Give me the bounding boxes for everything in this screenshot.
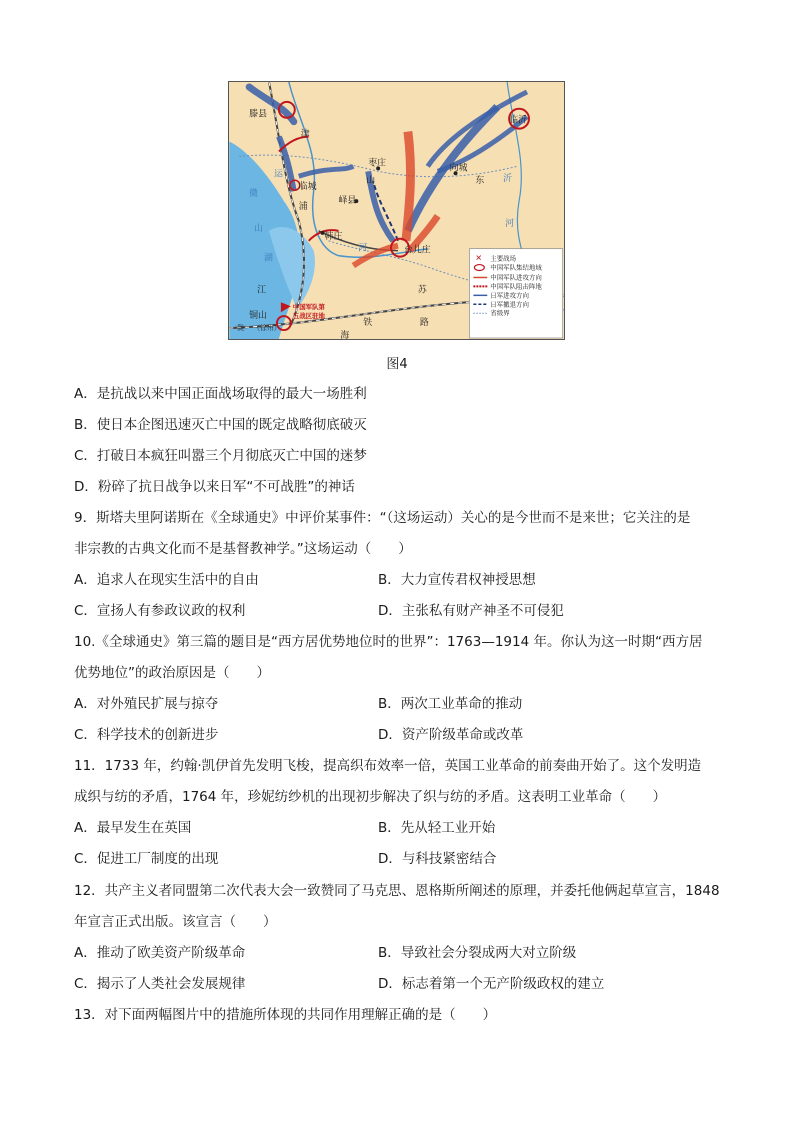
label-long: 陇 [237, 324, 245, 333]
label-hai: 海 [340, 331, 350, 339]
battle-map-svg [229, 82, 564, 339]
q11-option-a: A．最早发生在英国 [74, 820, 192, 836]
label-tengxian: 滕县 [249, 109, 267, 120]
label-wei: 微 [249, 189, 259, 200]
q9-option-a: A．追求人在现实生活中的自由 [74, 572, 259, 588]
q9-stem-line1: 9．斯塔夫里阿诺斯在《全球通史》中评价某事件：“（这场运动）关心的是今世而不是来世；它关注的是 [74, 510, 691, 526]
label-jin: 津 [300, 129, 310, 140]
q12-stem-line2: 年宣言正式出版。该宣言（ ） [74, 914, 277, 930]
q12-stem-line1: 12．共产主义者同盟第二次代表大会一致赞同了马克思、恩格斯所阐述的原理，并委托他俩起草宣言，1848 [74, 883, 720, 899]
label-lu: 路 [419, 318, 429, 329]
label-linyi: 临沂 [509, 115, 527, 126]
q11-stem-line2: 成织与纺的矛盾，1764 年，珍妮纺纱机的出现初步解决了织与纺的矛盾。这表明工业革命（ ） [74, 789, 667, 805]
q11-option-d: D．与科技紧密结合 [378, 851, 497, 867]
q9-stem-line2: 非宗教的古典文化而不是基督教神学。”这场运动（ ） [74, 541, 412, 557]
q9-option-d: D．主张私有财产神圣不可侵犯 [378, 603, 564, 619]
label-hu: 湖 [264, 253, 273, 264]
label-zaozhuang: 枣庄 [368, 158, 387, 169]
label-su: 苏 [417, 285, 427, 296]
label-yun: 运 [273, 169, 283, 180]
legend-item: 日军撤退方向 [490, 300, 529, 309]
label-tie: 铁 [363, 318, 373, 329]
legend-item: 省级界 [490, 309, 510, 318]
q11-option-c: C．促进工厂制度的出现 [74, 851, 219, 867]
label-pu: 浦 [298, 202, 308, 213]
label-jiang: 江 [257, 285, 267, 296]
label-hanzhuang: 韩庄 [324, 231, 343, 242]
q9-option-b: B．大力宣传君权神授思想 [378, 572, 536, 588]
q11-stem-line1: 11．1733 年，约翰·凯伊首先发明飞梭，提高织布效率一倍，英国工业革命的前奏曲开始了。这个发明造 [74, 758, 702, 774]
q12-option-d: D．标志着第一个无产阶级政权的建立 [378, 976, 605, 992]
legend-item: 中国军队集结地域 [490, 263, 542, 272]
label-taierzhuang: 台儿庄 [403, 245, 431, 256]
q8-option-a: A．是抗战以来中国正面战场取得的最大一场胜利 [74, 386, 367, 402]
legend-battlefield-icon: ✕ [475, 253, 483, 263]
q11-option-b: B．先从轻工业开始 [378, 820, 496, 836]
q10-option-c: C．科学技术的创新进步 [74, 727, 219, 743]
q10-stem-line1: 10.《全球通史》第三篇的题目是“西方居优势地位时的世界”：1763—1914 年。你认为这一时期“西方居 [74, 634, 703, 650]
label-station-line2: 五战区驻地 [292, 312, 326, 321]
label-shan-lake: 山 [254, 223, 264, 234]
q8-option-d: D．粉碎了抗日战争以来日军“不可战胜”的神话 [74, 479, 355, 495]
legend-item: 主要战场 [490, 254, 517, 263]
label-shan: 山 [366, 176, 376, 187]
label-station-line1: 中国军队第 [292, 303, 326, 312]
legend-item: 日军进攻方向 [490, 291, 529, 300]
q12-option-c: C．揭示了人类社会发展规律 [74, 976, 246, 992]
legend-item: 中国军队进攻方向 [490, 273, 542, 282]
chinese-attack-arrow [406, 132, 411, 241]
q8-option-b: B．使日本企图迅速灭亡中国的既定战略彻底破灭 [74, 417, 367, 433]
q10-option-a: A．对外殖民扩展与掠夺 [74, 696, 219, 712]
label-tongshan: 铜山 [249, 311, 267, 322]
q8-option-c: C．打破日本疯狂叫嚣三个月彻底灭亡中国的迷梦 [74, 448, 367, 464]
q10-stem-line2: 优势地位”的政治原因是（ ） [74, 665, 270, 681]
battle-map [228, 81, 565, 340]
q13-stem-line1: 13．对下面两幅图片中的措施所体现的共同作用理解正确的是（ ） [74, 1007, 497, 1023]
figure-caption: 图4 [386, 357, 408, 372]
label-he-yi: 河 [505, 218, 515, 229]
q12-option-b: B．导致社会分裂成两大对立阶级 [378, 945, 577, 961]
q9-option-c: C．宣扬人有参政议政的权利 [74, 603, 246, 619]
label-lincheng: 临城 [298, 182, 317, 193]
q10-option-d: D．资产阶级革命或改革 [378, 727, 524, 743]
label-he: 河 [358, 243, 368, 254]
legend-item: 中国军队阻击阵地 [490, 282, 542, 291]
q10-option-b: B．两次工业革命的推动 [378, 696, 523, 712]
label-xiangcheng: 向城 [449, 163, 468, 174]
q12-option-a: A．推动了欧美资产阶级革命 [74, 945, 246, 961]
label-yi: 沂 [503, 174, 513, 185]
label-yixian: 峄县 [338, 196, 357, 207]
label-xuzhou: （徐州） [253, 324, 281, 333]
label-dong: 东 [475, 176, 485, 187]
